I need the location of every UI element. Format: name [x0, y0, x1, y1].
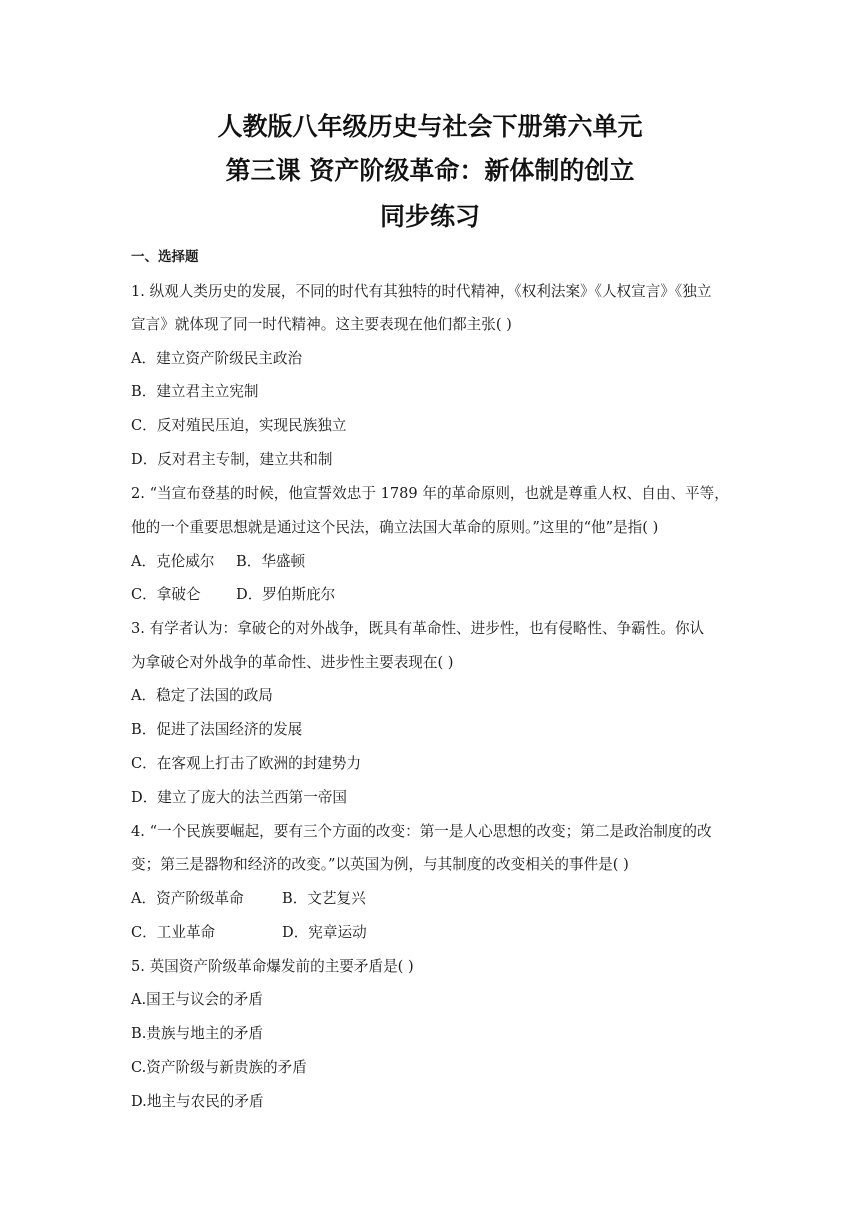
- question-2-options-row-1: [131, 552, 305, 572]
- question-4-option-d: D．宪章运动: [282, 924, 367, 941]
- document-title-line-1: 人教版八年级历史与社会下册第六单元: [217, 112, 643, 141]
- question-1-option-a: A．建立资产阶级民主政治: [131, 350, 303, 367]
- document-title-line-2: 第三课 资产阶级革命：新体制的创立: [225, 156, 635, 185]
- question-2-options-row-2: [131, 585, 335, 605]
- question-5-option-d: D.地主与农民的矛盾: [131, 1093, 264, 1110]
- question-3-option-d: D．建立了庞大的法兰西第一帝国: [131, 789, 348, 806]
- section-heading: 一、选择题: [131, 249, 199, 265]
- question-1-option-d: D．反对君主专制，建立共和制: [131, 451, 333, 468]
- question-4-stem-line-2: 变；第三是器物和经济的改变。”以英国为例，与其制度的改变相关的事件是( ): [131, 856, 629, 873]
- question-4-option-b: B．文艺复兴: [282, 890, 366, 907]
- question-2-option-b: B．华盛顿: [236, 553, 306, 570]
- question-4-option-a: A．资产阶级革命: [131, 890, 244, 907]
- question-3-stem-line-2: 为拿破仑对外战争的革命性、进步性主要表现在( ): [131, 654, 454, 671]
- question-2-option-d: D．罗伯斯庇尔: [236, 586, 336, 603]
- question-3-stem-line-1: 3. 有学者认为：拿破仑的对外战争，既具有革命性、进步性，也有侵略性、争霸性。你认: [131, 620, 705, 637]
- question-2-option-a: A．克伦威尔: [131, 553, 215, 570]
- document-title-line-3: 同步练习: [379, 202, 480, 231]
- question-5-stem: 5. 英国资产阶级革命爆发前的主要矛盾是( ): [131, 958, 414, 975]
- question-1-option-b: B．建立君主立宪制: [131, 383, 259, 400]
- question-4-options-row-1: [131, 889, 366, 909]
- question-3-option-c: C．在客观上打击了欧洲的封建势力: [131, 755, 362, 772]
- question-5-option-b: B.贵族与地主的矛盾: [131, 1025, 264, 1042]
- question-4-option-c: C．工业革命: [131, 924, 216, 941]
- question-5-option-a: A.国王与议会的矛盾: [131, 991, 263, 1008]
- question-2-option-c: C．拿破仑: [131, 586, 201, 603]
- question-2-stem-line-1: 2. “当宣布登基的时候，他宣誓效忠于 1789 年的革命原则，也就是尊重人权、自由、平等，: [131, 485, 729, 502]
- question-4-options-row-2: [131, 923, 367, 943]
- question-1-stem-line-2: 宣言》就体现了同一时代精神。这主要表现在他们都主张( ): [131, 316, 512, 333]
- question-3-option-b: B．促进了法国经济的发展: [131, 721, 303, 738]
- question-1-option-c: C．反对殖民压迫，实现民族独立: [131, 417, 347, 434]
- question-2-stem-line-2: 他的一个重要思想就是通过这个民法，确立法国大革命的原则。”这里的“他”是指( ): [131, 519, 659, 536]
- question-4-stem-line-1: 4. “一个民族要崛起，要有三个方面的改变：第一是人心思想的改变；第二是政治制度的改: [131, 823, 712, 840]
- question-1-stem-line-1: 1. 纵观人类历史的发展，不同的时代有其独特的时代精神，《权利法案》《人权宣言》《独立: [131, 283, 712, 300]
- question-3-option-a: A．稳定了法国的政局: [131, 687, 273, 704]
- question-5-option-c: C.资产阶级与新贵族的矛盾: [131, 1059, 307, 1076]
